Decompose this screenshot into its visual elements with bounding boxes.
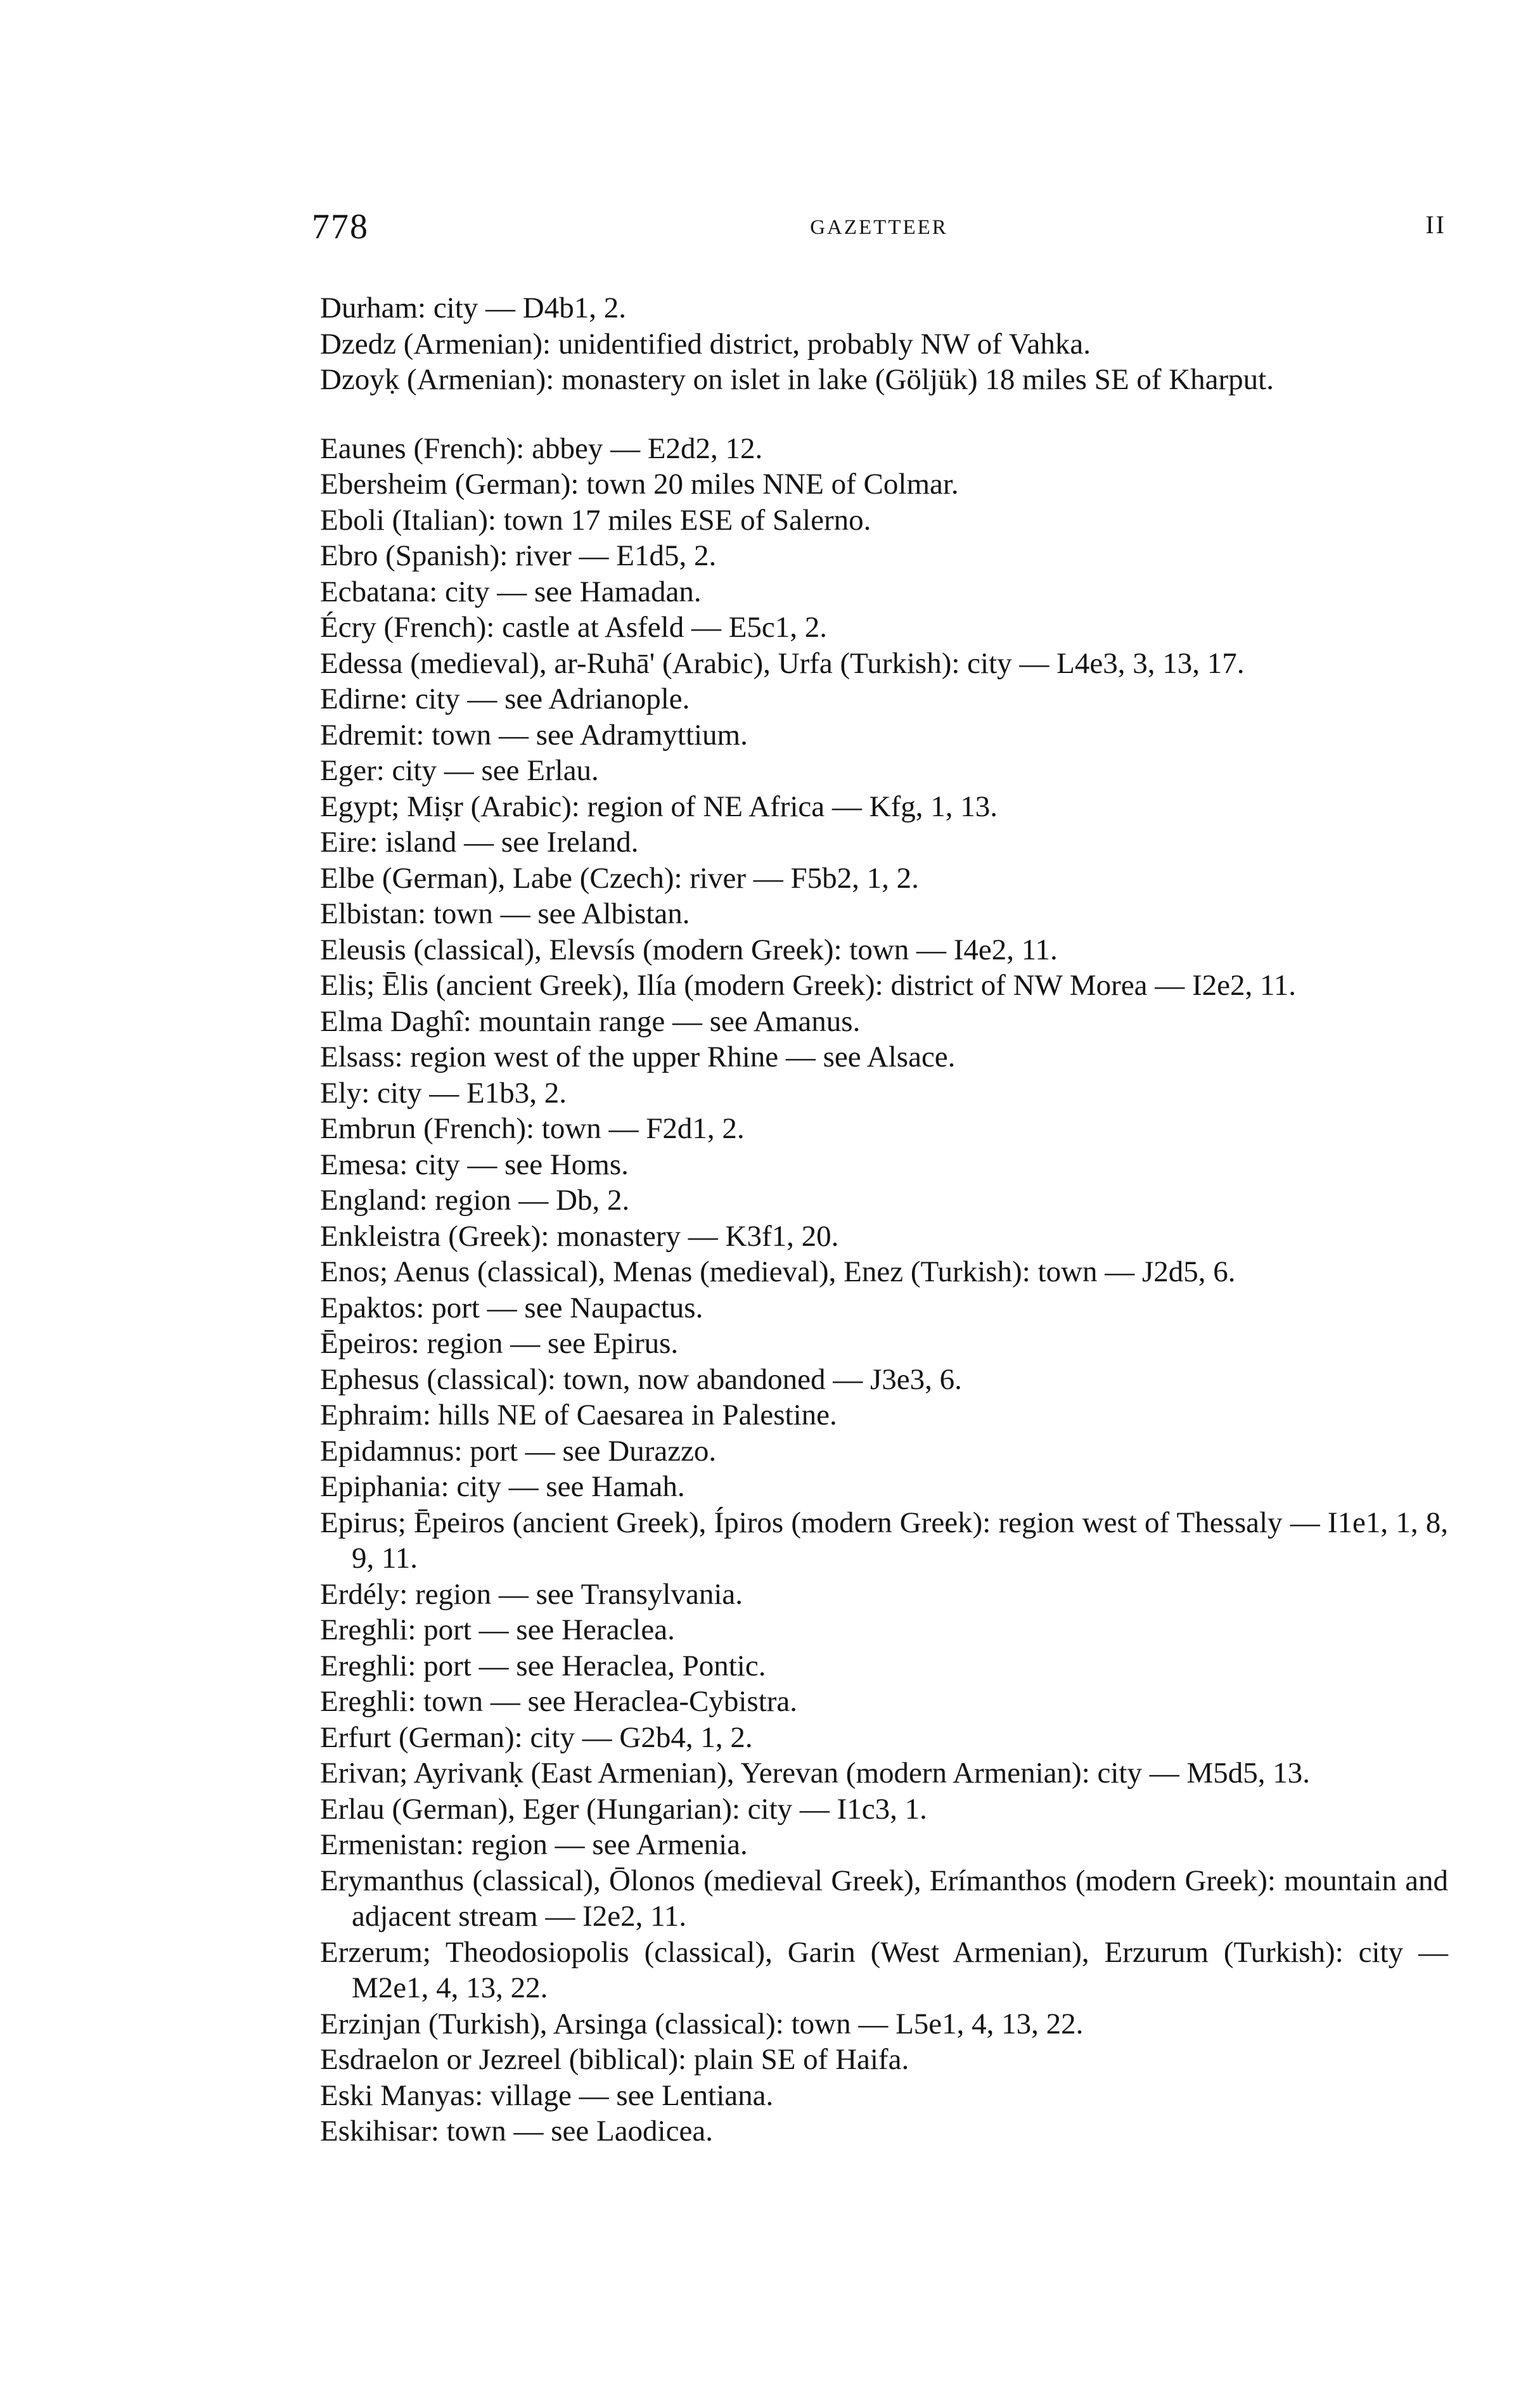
gazetteer-entry: Ereghli: port — see Heraclea, Pontic. bbox=[320, 1649, 766, 1682]
gazetteer-entry: Emesa: city — see Homs. bbox=[320, 1148, 629, 1181]
gazetteer-entry: Epiphania: city — see Hamah. bbox=[320, 1470, 685, 1503]
gazetteer-entry: Ermenistan: region — see Armenia. bbox=[320, 1828, 748, 1861]
gazetteer-entry: Erivan; Ayrivanḳ (East Armenian), Yerevan (modern Armenian): city — M5d5, 13. bbox=[320, 1757, 1311, 1790]
gazetteer-entry: Ebro (Spanish): river — E1d5, 2. bbox=[320, 539, 717, 572]
gazetteer-entry: Epirus; Ēpeiros (ancient Greek), Ípiros (modern Greek): region west of Thessaly — I1e1, 1, 8, 9, 11. bbox=[320, 1506, 1448, 1575]
gazetteer-entry: Epaktos: port — see Naupactus. bbox=[320, 1291, 703, 1324]
gazetteer-entry: Eski Manyas: village — see Lentiana. bbox=[320, 2078, 774, 2112]
gazetteer-entry: Ēpeiros: region — see Epirus. bbox=[320, 1327, 679, 1360]
gazetteer-entry: Erlau (German), Eger (Hungarian): city — I1c3, 1. bbox=[320, 1792, 927, 1826]
gazetteer-entry: Erfurt (German): city — G2b4, 1, 2. bbox=[320, 1720, 753, 1754]
gazetteer-entry: Enkleistra (Greek): monastery — K3f1, 20. bbox=[320, 1219, 839, 1253]
gazetteer-entry: Ereghli: port — see Heraclea. bbox=[320, 1613, 675, 1646]
gazetteer-entry: Dzedz (Armenian): unidentified district, probably NW of Vahka. bbox=[320, 327, 1091, 361]
page-number: 778 bbox=[312, 207, 369, 247]
gazetteer-entry: Enos; Aenus (classical), Menas (medieval), Enez (Turkish): town — J2d5, 6. bbox=[320, 1255, 1236, 1288]
gazetteer-entry: Elbe (German), Labe (Czech): river — F5b2, 1, 2. bbox=[320, 861, 919, 895]
gazetteer-entry: Erzerum; Theodosiopolis (classical), Garin (West Armenian), Erzurum (Turkish): city — M2e1, 4, 13, 22. bbox=[320, 1935, 1448, 2004]
gazetteer-entry: Ephraim: hills NE of Caesarea in Palestine. bbox=[320, 1399, 837, 1431]
gazetteer-entry: Edessa (medieval), ar-Ruhā' (Arabic), Urfa (Turkish): city — L4e3, 3, 13, 17. bbox=[320, 646, 1245, 680]
entry-group bbox=[320, 431, 1448, 2149]
running-head: GAZETTEER bbox=[810, 216, 948, 239]
gazetteer-entry: Erzinjan (Turkish), Arsinga (classical): town — L5e1, 4, 13, 22. bbox=[320, 2007, 1084, 2040]
gazetteer-entry: Ecbatana: city — see Hamadan. bbox=[320, 575, 702, 608]
gazetteer-entry: Erdély: region — see Transylvania. bbox=[320, 1577, 743, 1611]
gazetteer-entry: Ely: city — E1b3, 2. bbox=[320, 1076, 567, 1110]
gazetteer-entry: Ebersheim (German): town 20 miles NNE of Colmar. bbox=[320, 468, 959, 501]
gazetteer-entry: Eire: island — see Ireland. bbox=[320, 826, 639, 859]
gazetteer-entry: Ereghli: town — see Heraclea-Cybistra. bbox=[320, 1685, 798, 1718]
gazetteer-entry: Eskihisar: town — see Laodicea. bbox=[320, 2115, 713, 2148]
gazetteer-entry: Epidamnus: port — see Durazzo. bbox=[320, 1434, 717, 1468]
gazetteer-entry: Egypt; Miṣr (Arabic): region of NE Africa — Kfg, 1, 13. bbox=[320, 790, 998, 823]
gazetteer-entry: Embrun (French): town — F2d1, 2. bbox=[320, 1112, 745, 1145]
gazetteer-entry: Elbistan: town — see Albistan. bbox=[320, 897, 690, 930]
gazetteer-entry: Edremit: town — see Adramyttium. bbox=[320, 718, 748, 752]
page-header bbox=[312, 202, 1446, 252]
gazetteer-entry: Elma Daghî: mountain range — see Amanus. bbox=[320, 1004, 861, 1038]
gazetteer-entry: Eboli (Italian): town 17 miles ESE of Salerno. bbox=[320, 503, 871, 537]
gazetteer-entries bbox=[320, 290, 1448, 2149]
gazetteer-entry: Durham: city — D4b1, 2. bbox=[320, 291, 626, 324]
gazetteer-entry: Écry (French): castle at Asfeld — E5c1, 2. bbox=[320, 611, 828, 644]
gazetteer-entry: Erymanthus (classical), Ōlonos (medieval Greek), Erímanthos (modern Greek): mountain and adjacent stream — I2e2, 11. bbox=[320, 1864, 1448, 1933]
gazetteer-entry: Eaunes (French): abbey — E2d2, 12. bbox=[320, 432, 763, 465]
gazetteer-entry: Esdraelon or Jezreel (biblical): plain SE of Haifa. bbox=[320, 2043, 909, 2076]
gazetteer-entry: Eger: city — see Erlau. bbox=[320, 754, 599, 787]
entry-group bbox=[320, 290, 1448, 398]
gazetteer-entry: Edirne: city — see Adrianople. bbox=[320, 682, 690, 715]
gazetteer-entry: Eleusis (classical), Elevsís (modern Greek): town — I4e2, 11. bbox=[320, 933, 1058, 966]
gazetteer-entry: Elis; Ēlis (ancient Greek), Ilía (modern Greek): district of NW Morea — I2e2, 11. bbox=[320, 969, 1297, 1002]
gazetteer-entry: England: region — Db, 2. bbox=[320, 1184, 630, 1217]
gazetteer-entry: Dzoyḳ (Armenian): monastery on islet in lake (Göljük) 18 miles SE of Kharput. bbox=[320, 363, 1274, 396]
section-number: II bbox=[1425, 210, 1446, 239]
gazetteer-entry: Ephesus (classical): town, now abandoned — J3e3, 6. bbox=[320, 1362, 962, 1396]
gazetteer-entry: Elsass: region west of the upper Rhine — see Alsace. bbox=[320, 1041, 956, 1073]
